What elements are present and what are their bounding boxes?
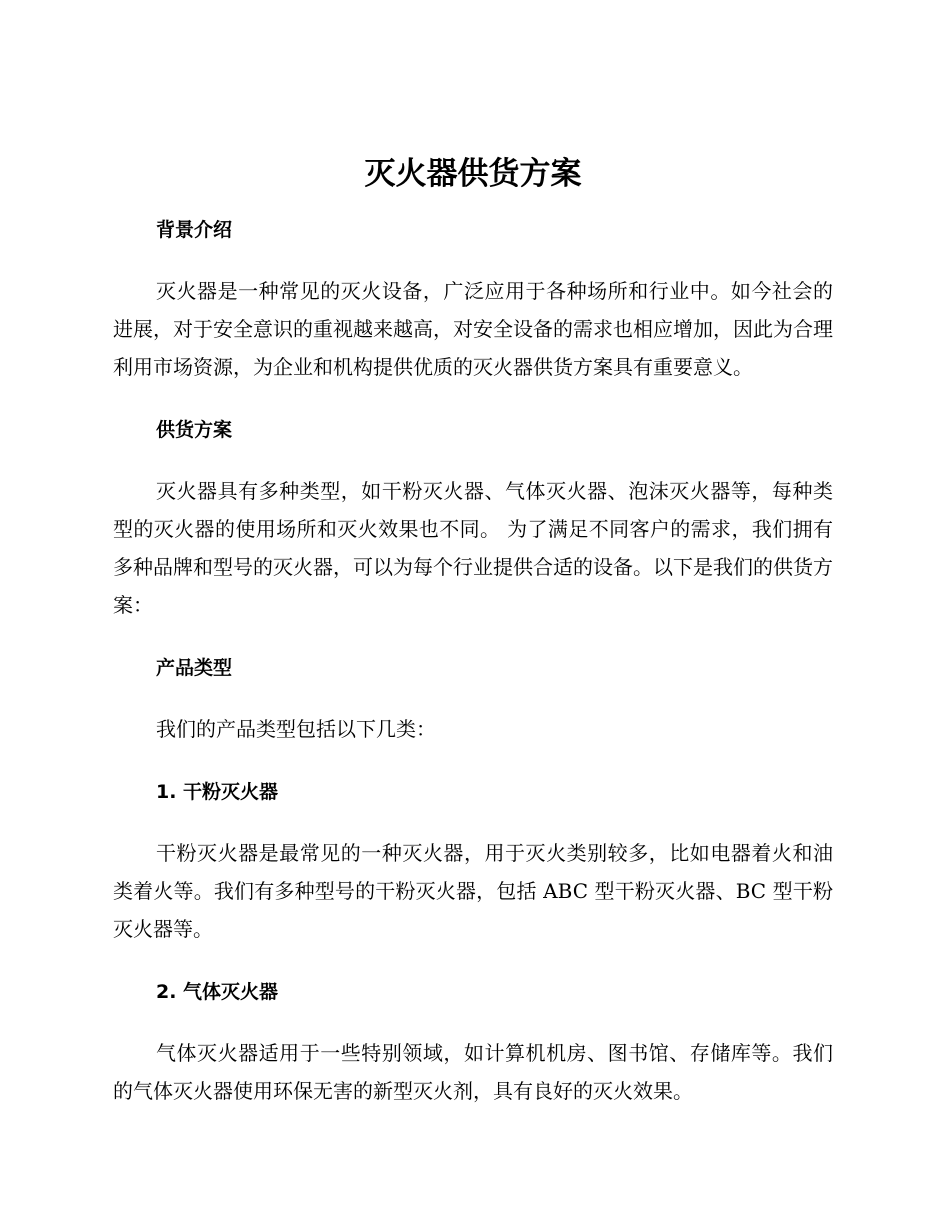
spacer [113,252,833,272]
section-heading-supply-plan: 供货方案 [156,419,233,441]
spacer [113,690,833,710]
spacer [113,200,833,208]
section-paragraph-gas: 气体灭火器适用于一些特别领域，如计算机机房、图书馆、存储库等。我们的气体灭火器使用环保无害的新型灭火剂，具有良好的灭火效果。 [113,1041,833,1103]
spacer [113,748,833,770]
section-heading-background: 背景介绍 [156,219,233,241]
section-paragraph-dry-powder: 干粉灭火器是最常见的一种灭火器，用于灭火类别较多，比如电器着火和油类着火等。我们有多种型号的干粉灭火器，包括 ABC 型干粉灭火器、BC 型干粉灭火器等。 [113,841,833,941]
document-body [113,148,833,1110]
spacer [113,452,833,472]
spacer [113,386,833,408]
section-heading-product-types: 产品类型 [156,657,233,679]
section-paragraph-product-types: 我们的产品类型包括以下几类： [156,717,436,741]
section-paragraph-supply-plan: 灭火器具有多种类型，如干粉灭火器、气体灭火器、泡沫灭火器等，每种类型的灭火器的使用场所和灭火效果也不同。 为了满足不同客户的需求，我们拥有多种品牌和型号的灭火器，可以为每个行业提供合适的设备。以下是我们的供货方案： [113,479,833,617]
spacer [113,948,833,970]
document-title: 灭火器供货方案 [364,156,582,192]
spacer [113,814,833,834]
section-heading-gas: 2. 气体灭火器 [156,981,279,1003]
section-heading-dry-powder: 1. 干粉灭火器 [156,781,279,803]
spacer [113,1014,833,1034]
spacer [113,624,833,646]
section-paragraph-background: 灭火器是一种常见的灭火设备，广泛应用于各种场所和行业中。如今社会的进展，对于安全意识的重视越来越高，对安全设备的需求也相应增加，因此为合理利用市场资源，为企业和机构提供优质的灭火器供货方案具有重要意义。 [113,279,833,379]
